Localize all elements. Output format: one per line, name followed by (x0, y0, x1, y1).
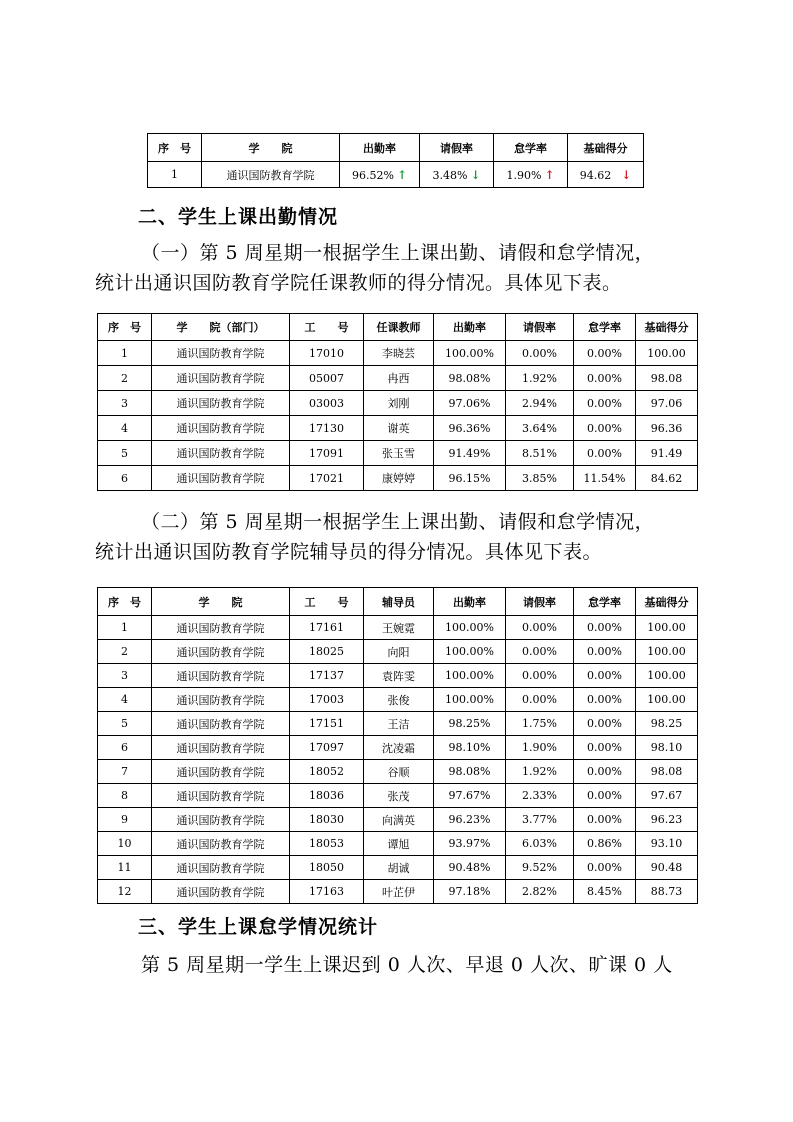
cell-attendance: 96.15% (434, 466, 506, 491)
paragraph-3-line-1: 第 5 周星期一学生上课迟到 0 人次、早退 0 人次、旷课 0 人 (141, 954, 673, 976)
cell-attendance: 98.25% (434, 712, 506, 736)
cell-score: 96.36 (636, 416, 698, 441)
cell-name: 谷顺 (364, 760, 434, 784)
cell-staff-id: 03003 (290, 391, 364, 416)
cell-college: 通识国防教育学院 (152, 416, 290, 441)
header-no: 序 号 (98, 588, 152, 616)
cell-college: 通识国防教育学院 (152, 856, 290, 880)
cell-score: 100.00 (636, 688, 698, 712)
cell-leave: 9.52% (506, 856, 574, 880)
leave-value: 3.48% (432, 168, 468, 182)
cell-score: 98.08 (636, 366, 698, 391)
cell-no: 2 (98, 640, 152, 664)
cell-leave: 1.90% (506, 736, 574, 760)
cell-college: 通识国防教育学院 (152, 441, 290, 466)
cell-no: 7 (98, 760, 152, 784)
cell-staff-id: 17097 (290, 736, 364, 760)
cell-name: 谢英 (364, 416, 434, 441)
cell-college: 通识国防教育学院 (152, 736, 290, 760)
cell-no: 5 (98, 441, 152, 466)
header-leave: 请假率 (420, 134, 494, 162)
cell-college: 通识国防教育学院 (152, 466, 290, 491)
cell-attendance: 97.67% (434, 784, 506, 808)
cell-college: 通识国防教育学院 (152, 664, 290, 688)
paragraph-2-line-1: （二）第 5 周星期一根据学生上课出勤、请假和怠学情况， (141, 511, 655, 533)
cell-truancy (494, 162, 568, 188)
table-row (98, 832, 698, 856)
cell-staff-id: 05007 (290, 366, 364, 391)
table-row (98, 640, 698, 664)
header-college: 学 院（部门） (152, 314, 290, 341)
cell-staff-id: 18030 (290, 808, 364, 832)
cell-no: 9 (98, 808, 152, 832)
cell-score: 93.10 (636, 832, 698, 856)
cell-no: 11 (98, 856, 152, 880)
score-value: 94.62 (579, 168, 612, 182)
cell-name: 王洁 (364, 712, 434, 736)
cell-staff-id: 18036 (290, 784, 364, 808)
cell-college: 通识国防教育学院 (152, 640, 290, 664)
cell-staff-id: 18025 (290, 640, 364, 664)
cell-name: 王婉霓 (364, 616, 434, 640)
cell-college: 通识国防教育学院 (152, 760, 290, 784)
cell-attendance (340, 162, 420, 188)
cell-score: 100.00 (636, 341, 698, 366)
cell-score: 97.06 (636, 391, 698, 416)
cell-attendance: 100.00% (434, 664, 506, 688)
cell-college: 通识国防教育学院 (152, 712, 290, 736)
header-attendance: 出勤率 (434, 588, 506, 616)
cell-college: 通识国防教育学院 (152, 784, 290, 808)
header-attendance: 出勤率 (340, 134, 420, 162)
table-row (148, 162, 644, 188)
cell-college: 通识国防教育学院 (152, 616, 290, 640)
cell-no: 1 (98, 616, 152, 640)
paragraph-1-line-1: （一）第 5 周星期一根据学生上课出勤、请假和怠学情况， (141, 242, 655, 264)
cell-attendance: 97.18% (434, 880, 506, 904)
table-row (98, 366, 698, 391)
cell-truancy: 0.00% (574, 808, 636, 832)
cell-staff-id: 17010 (290, 341, 364, 366)
cell-truancy: 0.00% (574, 856, 636, 880)
cell-leave: 0.00% (506, 341, 574, 366)
table-row (98, 760, 698, 784)
truancy-value: 1.90% (506, 168, 542, 182)
table-row (98, 466, 698, 491)
cell-no: 5 (98, 712, 152, 736)
cell-name: 袁阵雯 (364, 664, 434, 688)
table-row (98, 391, 698, 416)
cell-attendance: 98.10% (434, 736, 506, 760)
table-row (98, 341, 698, 366)
cell-no: 8 (98, 784, 152, 808)
cell-staff-id: 17161 (290, 616, 364, 640)
cell-staff-id: 17130 (290, 416, 364, 441)
cell-score: 84.62 (636, 466, 698, 491)
section-2-heading: 二、学生上课出勤情况 (138, 206, 339, 228)
cell-name: 康婷婷 (364, 466, 434, 491)
header-teacher: 任课教师 (364, 314, 434, 341)
cell-attendance: 100.00% (434, 341, 506, 366)
cell-attendance: 90.48% (434, 856, 506, 880)
cell-score: 88.73 (636, 880, 698, 904)
cell-leave: 8.51% (506, 441, 574, 466)
cell-staff-id: 17021 (290, 466, 364, 491)
cell-truancy: 0.00% (574, 416, 636, 441)
paragraph-1-line-2: 统计出通识国防教育学院任课教师的得分情况。具体见下表。 (95, 272, 622, 294)
table-row (98, 416, 698, 441)
cell-name: 张俊 (364, 688, 434, 712)
cell-college: 通识国防教育学院 (152, 808, 290, 832)
cell-name: 胡诚 (364, 856, 434, 880)
cell-no: 4 (98, 416, 152, 441)
cell-name: 谭旭 (364, 832, 434, 856)
cell-truancy: 0.00% (574, 616, 636, 640)
cell-score: 91.49 (636, 441, 698, 466)
cell-truancy: 0.00% (574, 784, 636, 808)
cell-leave: 0.00% (506, 640, 574, 664)
cell-truancy: 0.00% (574, 664, 636, 688)
counselor-table (97, 587, 698, 904)
cell-college: 通识国防教育学院 (202, 162, 340, 188)
cell-leave: 0.00% (506, 688, 574, 712)
header-truancy: 怠学率 (494, 134, 568, 162)
cell-leave: 0.00% (506, 664, 574, 688)
cell-name: 张茂 (364, 784, 434, 808)
cell-leave: 3.77% (506, 808, 574, 832)
cell-truancy: 0.00% (574, 712, 636, 736)
header-staff-id: 工 号 (290, 588, 364, 616)
table-row (98, 688, 698, 712)
cell-truancy: 0.00% (574, 736, 636, 760)
cell-leave: 2.82% (506, 880, 574, 904)
arrow-up-icon: ↑ (396, 167, 407, 182)
table-row (98, 712, 698, 736)
header-leave: 请假率 (506, 314, 574, 341)
cell-score: 98.25 (636, 712, 698, 736)
cell-score: 100.00 (636, 664, 698, 688)
paragraph-3 (95, 950, 705, 980)
cell-no: 3 (98, 664, 152, 688)
header-score: 基础得分 (636, 314, 698, 341)
cell-leave: 1.75% (506, 712, 574, 736)
cell-attendance: 91.49% (434, 441, 506, 466)
header-counselor: 辅导员 (364, 588, 434, 616)
cell-truancy: 0.00% (574, 760, 636, 784)
table-row (98, 736, 698, 760)
cell-leave: 6.03% (506, 832, 574, 856)
cell-truancy: 11.54% (574, 466, 636, 491)
cell-college: 通识国防教育学院 (152, 832, 290, 856)
cell-name: 沈凌霜 (364, 736, 434, 760)
cell-truancy: 8.45% (574, 880, 636, 904)
cell-score: 97.67 (636, 784, 698, 808)
cell-attendance: 96.23% (434, 808, 506, 832)
cell-staff-id: 17091 (290, 441, 364, 466)
header-score: 基础得分 (636, 588, 698, 616)
teacher-table (97, 313, 698, 491)
cell-staff-id: 17163 (290, 880, 364, 904)
cell-name: 张玉雪 (364, 441, 434, 466)
cell-attendance: 100.00% (434, 616, 506, 640)
cell-staff-id: 17151 (290, 712, 364, 736)
table-row (98, 441, 698, 466)
header-truancy: 怠学率 (574, 588, 636, 616)
header-college: 学 院 (152, 588, 290, 616)
header-truancy: 怠学率 (574, 314, 636, 341)
arrow-up-icon: ↑ (544, 167, 555, 182)
cell-no: 1 (148, 162, 202, 188)
cell-score: 96.23 (636, 808, 698, 832)
cell-no: 6 (98, 736, 152, 760)
header-college: 学 院 (202, 134, 340, 162)
cell-name: 叶芷伊 (364, 880, 434, 904)
cell-leave: 1.92% (506, 366, 574, 391)
table-row (98, 616, 698, 640)
header-leave: 请假率 (506, 588, 574, 616)
cell-leave (420, 162, 494, 188)
cell-staff-id: 18053 (290, 832, 364, 856)
cell-no: 4 (98, 688, 152, 712)
cell-truancy: 0.00% (574, 441, 636, 466)
cell-staff-id: 17003 (290, 688, 364, 712)
cell-name: 向满英 (364, 808, 434, 832)
cell-college: 通识国防教育学院 (152, 880, 290, 904)
arrow-down-icon: ↓ (621, 167, 632, 182)
cell-attendance: 98.08% (434, 366, 506, 391)
paragraph-2 (95, 507, 705, 567)
cell-score: 100.00 (636, 640, 698, 664)
header-score: 基础得分 (568, 134, 644, 162)
cell-college: 通识国防教育学院 (152, 688, 290, 712)
cell-truancy: 0.00% (574, 688, 636, 712)
cell-truancy: 0.00% (574, 366, 636, 391)
header-staff-id: 工 号 (290, 314, 364, 341)
cell-score (568, 162, 644, 188)
cell-attendance: 98.08% (434, 760, 506, 784)
table-row (98, 880, 698, 904)
cell-attendance: 93.97% (434, 832, 506, 856)
counselor-table-header (98, 588, 698, 616)
cell-no: 3 (98, 391, 152, 416)
cell-no: 1 (98, 341, 152, 366)
cell-score: 90.48 (636, 856, 698, 880)
cell-score: 100.00 (636, 616, 698, 640)
cell-no: 2 (98, 366, 152, 391)
paragraph-1 (95, 238, 705, 298)
cell-attendance: 97.06% (434, 391, 506, 416)
cell-truancy: 0.00% (574, 341, 636, 366)
header-no: 序 号 (98, 314, 152, 341)
table-row (98, 856, 698, 880)
cell-college: 通识国防教育学院 (152, 366, 290, 391)
teacher-table-header (98, 314, 698, 341)
cell-truancy: 0.00% (574, 640, 636, 664)
cell-attendance: 100.00% (434, 640, 506, 664)
cell-leave: 2.33% (506, 784, 574, 808)
cell-staff-id: 18050 (290, 856, 364, 880)
paragraph-2-line-2: 统计出通识国防教育学院辅导员的得分情况。具体见下表。 (95, 541, 603, 563)
header-no: 序 号 (148, 134, 202, 162)
cell-name: 李晓芸 (364, 341, 434, 366)
section-3-heading: 三、学生上课怠学情况统计 (138, 916, 379, 938)
cell-name: 向阳 (364, 640, 434, 664)
cell-truancy: 0.00% (574, 391, 636, 416)
summary-table (147, 133, 644, 188)
cell-no: 12 (98, 880, 152, 904)
cell-staff-id: 18052 (290, 760, 364, 784)
cell-leave: 1.92% (506, 760, 574, 784)
table-row (98, 784, 698, 808)
cell-attendance: 100.00% (434, 688, 506, 712)
cell-name: 刘刚 (364, 391, 434, 416)
cell-leave: 3.64% (506, 416, 574, 441)
cell-college: 通识国防教育学院 (152, 391, 290, 416)
cell-truancy: 0.86% (574, 832, 636, 856)
cell-college: 通识国防教育学院 (152, 341, 290, 366)
cell-score: 98.10 (636, 736, 698, 760)
table-row (98, 808, 698, 832)
cell-score: 98.08 (636, 760, 698, 784)
cell-name: 冉西 (364, 366, 434, 391)
cell-leave: 3.85% (506, 466, 574, 491)
table-row (98, 664, 698, 688)
cell-no: 6 (98, 466, 152, 491)
cell-no: 10 (98, 832, 152, 856)
attendance-value: 96.52% (351, 168, 394, 182)
header-attendance: 出勤率 (434, 314, 506, 341)
cell-leave: 0.00% (506, 616, 574, 640)
cell-attendance: 96.36% (434, 416, 506, 441)
cell-staff-id: 17137 (290, 664, 364, 688)
arrow-down-icon: ↓ (470, 167, 481, 182)
cell-leave: 2.94% (506, 391, 574, 416)
